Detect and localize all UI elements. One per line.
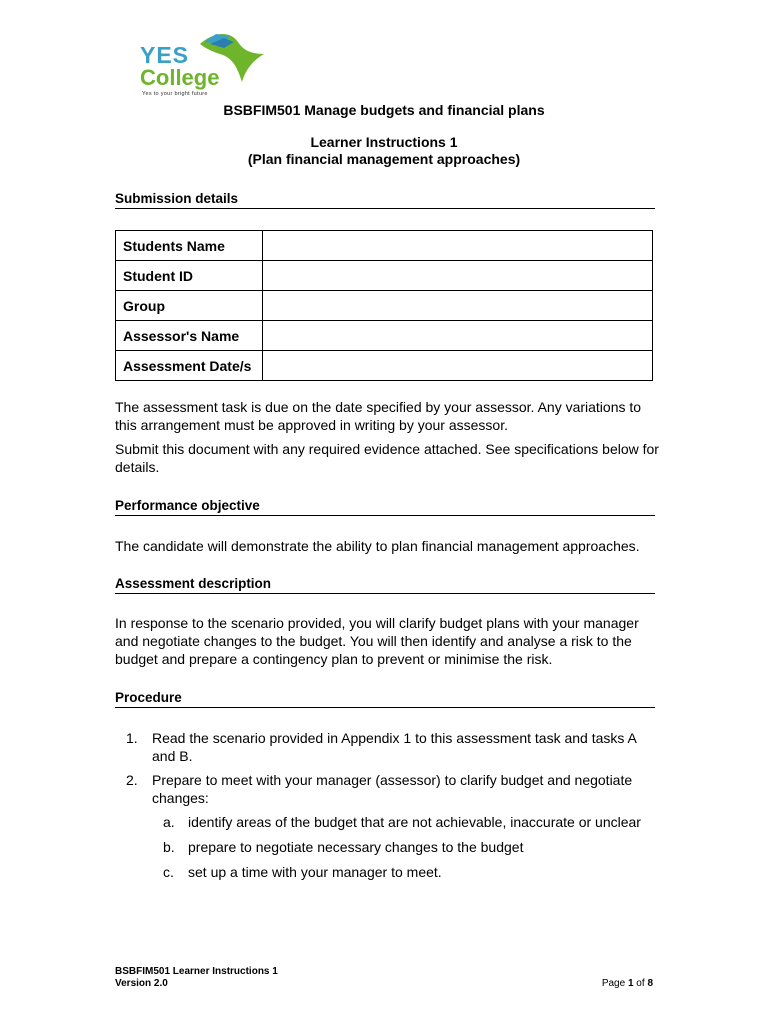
page-prefix: Page (601, 978, 628, 989)
college-logo (138, 30, 273, 100)
assessment-text: In response to the scenario provided, you will clarify budget plans with your manager and negotiate changes to the budget. You will then identify and analyse a risk to the budget and prepare a contingency plan to prevent or minimise the risk. (115, 615, 639, 667)
footer-doc-name: BSBFIM501 Learner Instructions 1 (115, 966, 278, 977)
document-subtitle: Learner Instructions 1 (310, 134, 458, 150)
step-text: Read the scenario provided in Appendix 1 to this assessment task and tasks A and B. (152, 730, 637, 764)
student-name-field[interactable] (263, 231, 653, 261)
page-mid: of (633, 978, 648, 989)
assessor-name-field[interactable] (263, 321, 653, 351)
sub-step-text: prepare to negotiate necessary changes to the budget (188, 839, 524, 855)
step-number: 2. (126, 772, 138, 788)
procedure-list (115, 729, 660, 888)
performance-heading: Performance objective (115, 498, 655, 516)
step-text: Prepare to meet with your manager (assessor) to clarify budget and negotiate changes: (152, 772, 633, 806)
list-item (115, 771, 660, 881)
table-row (116, 291, 653, 321)
list-item (152, 838, 660, 856)
row-label: Assessment Date/s (116, 351, 263, 381)
submit-paragraph: Submit this document with any required evidence attached. See specifications below for details. (115, 441, 659, 475)
sub-step-letter: c. (163, 864, 174, 880)
table-row (116, 321, 653, 351)
sub-step-letter: a. (163, 814, 175, 830)
footer-version: Version 2.0 (115, 978, 168, 989)
sub-step-letter: b. (163, 839, 175, 855)
list-item (152, 863, 660, 881)
logo-yes-text: YES (140, 42, 190, 68)
table-row (116, 351, 653, 381)
row-label: Group (116, 291, 263, 321)
group-field[interactable] (263, 291, 653, 321)
procedure-heading: Procedure (115, 690, 655, 708)
page-current: 1 (627, 978, 634, 989)
table-row (116, 261, 653, 291)
logo-college-text: College (140, 65, 220, 90)
page-number (560, 978, 653, 989)
row-label: Student ID (116, 261, 263, 291)
step-number: 1. (126, 730, 138, 746)
list-item (115, 729, 660, 765)
student-id-field[interactable] (263, 261, 653, 291)
due-date-paragraph: The assessment task is due on the date specified by your assessor. Any variations to this arrangement must be approved in writing by your assessor. (115, 399, 642, 433)
sub-step-text: set up a time with your manager to meet. (188, 864, 442, 880)
submission-table (115, 230, 653, 381)
list-item (152, 813, 660, 831)
performance-text: The candidate will demonstrate the ability to plan financial management approaches. (115, 538, 640, 554)
sub-step-text: identify areas of the budget that are not achievable, inaccurate or unclear (188, 814, 641, 830)
row-label: Students Name (116, 231, 263, 261)
submission-heading: Submission details (115, 191, 655, 209)
row-label: Assessor's Name (116, 321, 263, 351)
sub-step-list (152, 813, 660, 881)
assessment-date-field[interactable] (263, 351, 653, 381)
document-subtitle-2: (Plan financial management approaches) (247, 151, 521, 167)
page-total: 8 (647, 978, 653, 989)
document-title: BSBFIM501 Manage budgets and financial plans (223, 102, 545, 118)
footer-left (115, 966, 278, 990)
logo-tagline: Yes to your bright future (142, 91, 208, 97)
assessment-heading: Assessment description (115, 576, 655, 594)
table-row (116, 231, 653, 261)
